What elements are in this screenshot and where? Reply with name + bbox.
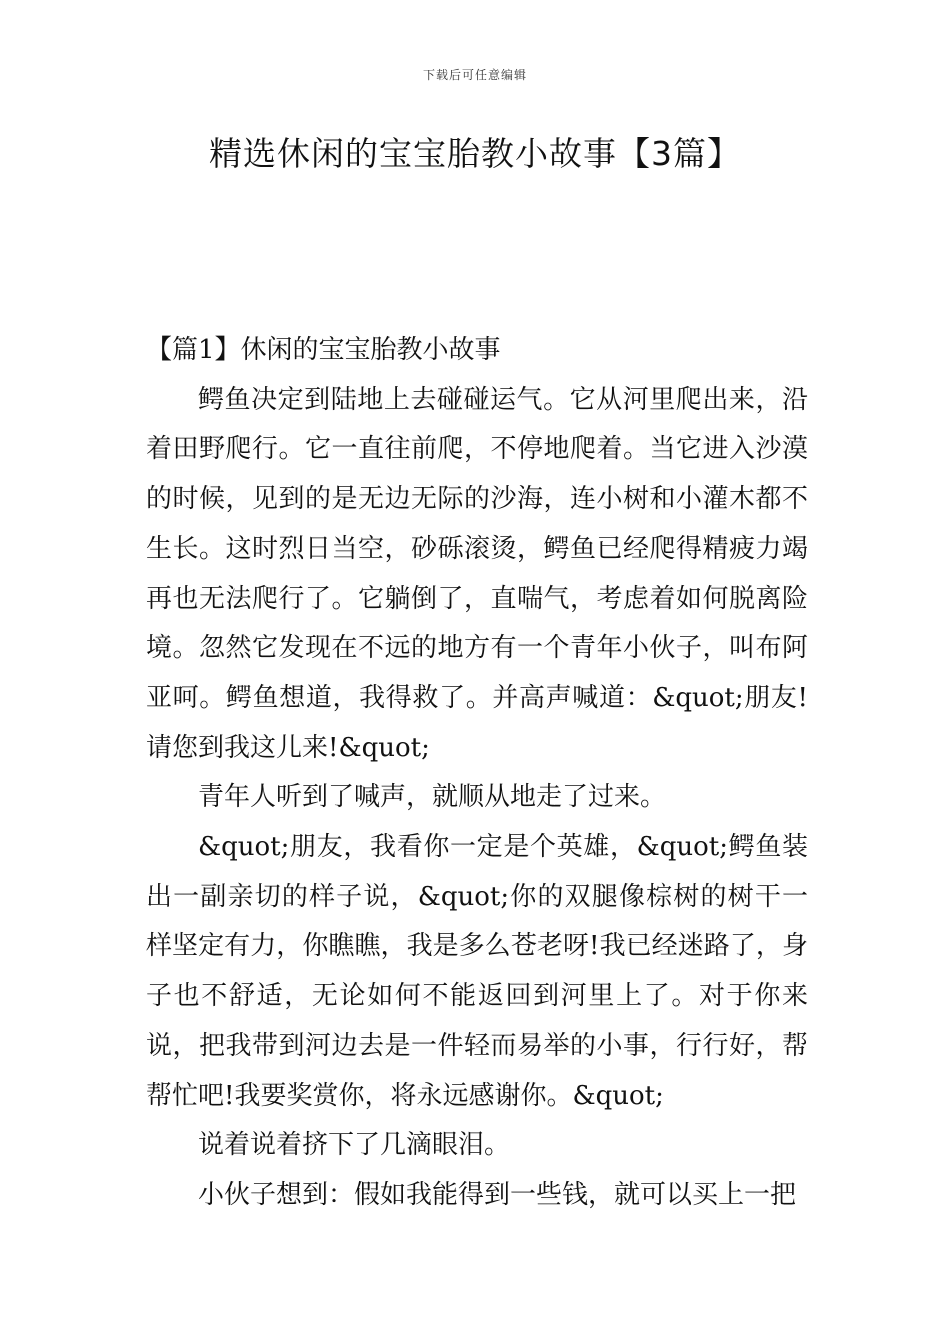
paragraph: 说着说着挤下了几滴眼泪。 <box>198 1130 511 1161</box>
document-body <box>146 326 808 1221</box>
paragraph: 小伙子想到：假如我能得到一些钱，就可以买上一把 <box>198 1179 797 1210</box>
document-title: 精选休闲的宝宝胎教小故事【3篇】 <box>209 134 741 173</box>
paragraph: &quot;朋友，我看你一定是个英雄，&quot;鳄鱼装出一副亲切的样子说，&quot;你的双腿像棕树的树干一样坚定有力，你瞧瞧，我是多么苍老呀!我已经迷路了，身子也不舒适，无论如何不能返回到河里上了。对于你来说，把我带到河边去是一件轻而易举的小事，行行好，帮帮忙吧!我要奖赏你，将永远感谢你。&quot; <box>146 832 808 1111</box>
header-note: 下载后可任意编辑 <box>422 68 527 82</box>
paragraph: 青年人听到了喊声，就顺从地走了过来。 <box>198 782 667 813</box>
section-heading: 【篇1】休闲的宝宝胎教小故事 <box>146 335 501 365</box>
paragraph: 鳄鱼决定到陆地上去碰碰运气。它从河里爬出来，沿着田野爬行。它一直往前爬，不停地爬着。当它进入沙漠的时候，见到的是无边无际的沙海，连小树和小灌木都不生长。这时烈日当空，砂砾滚烫，鳄鱼已经爬得精疲力竭再也无法爬行了。它躺倒了，直喘气，考虑着如何脱离险境。忽然它发现在不远的地方有一个青年小伙子，叫布阿亚呵。鳄鱼想道，我得救了。并高声喊道：&quot;朋友!请您到我这儿来!&quot; <box>146 384 808 763</box>
